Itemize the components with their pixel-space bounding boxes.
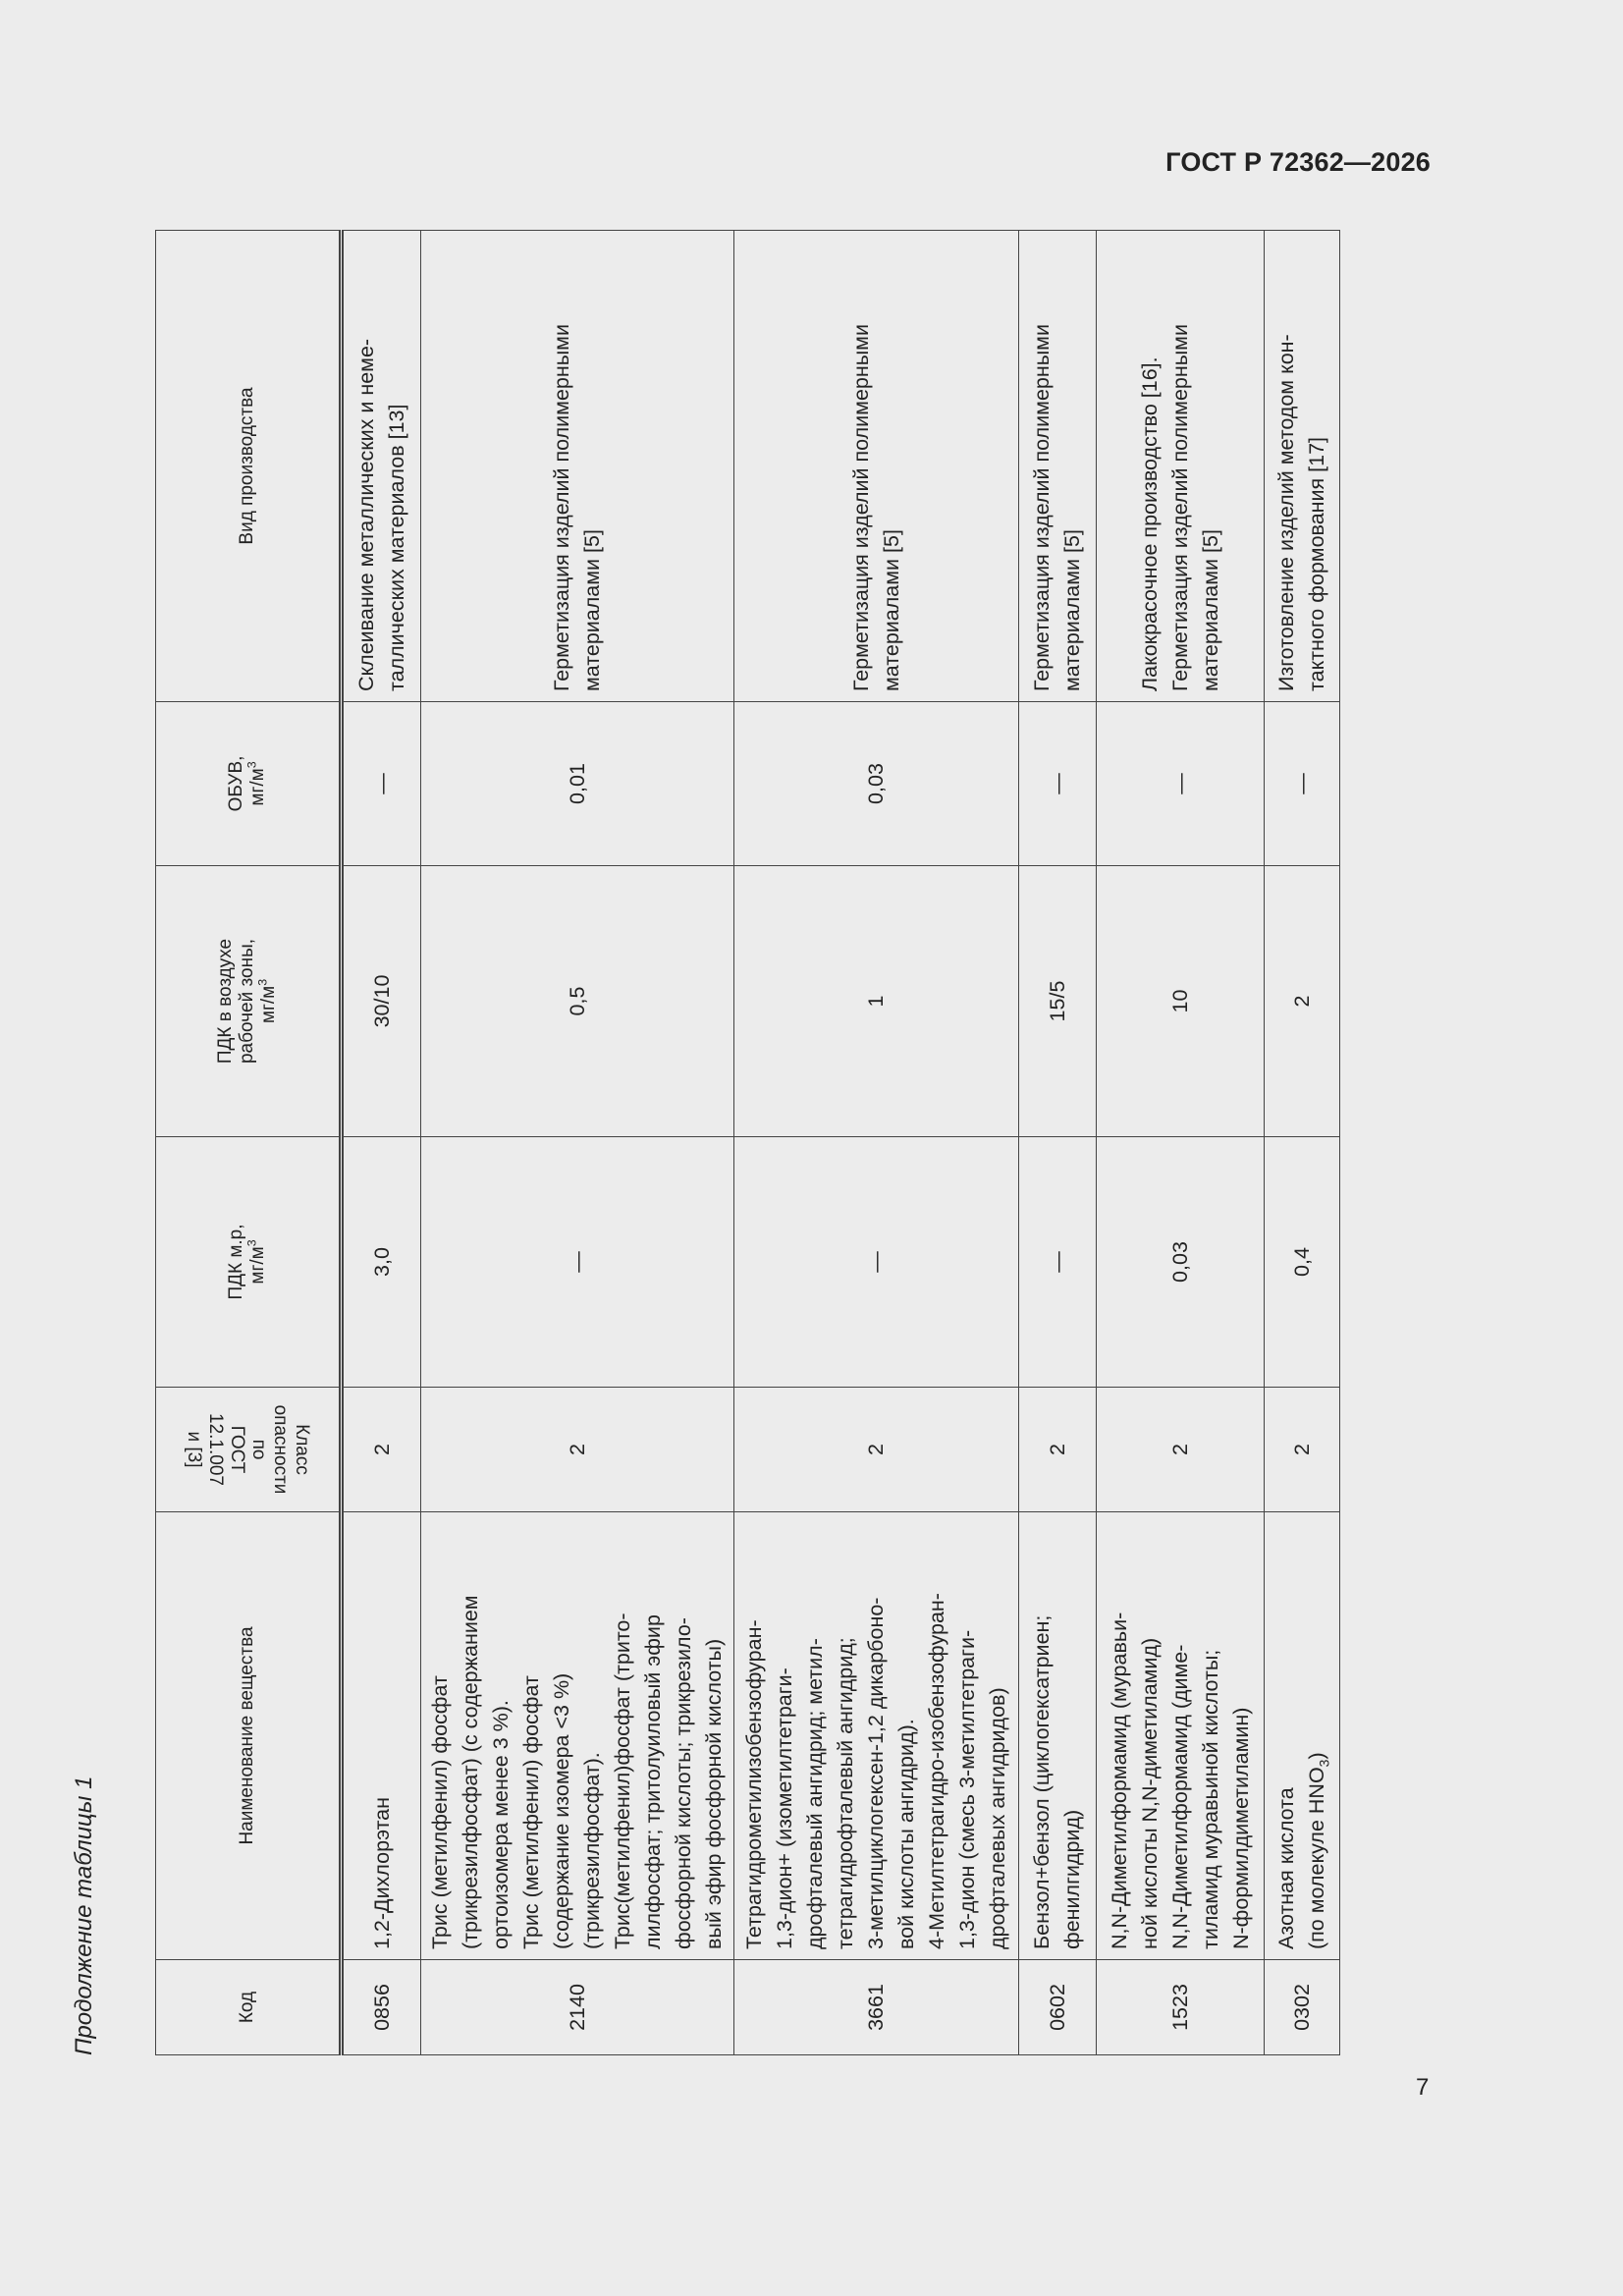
header-pdk-mr (156, 1137, 342, 1388)
table-row (1265, 231, 1340, 2055)
cell-name: Трис (метилфенил) фосфат (трикрезилфосфат) (с содержанием ортоизомера менее 3 %). Трис (метилфенил) фосфат (содержание изомера <3 %) (трикрезилфосфат). Трис(метилфенил)фосфат (трито- лилфосфат; тритолуиловый эфир фосфорной кислоты; трикрезило- вый эфир фосфорной кислоты) (421, 1512, 734, 1960)
header-obuv-unit: мг/м (247, 768, 268, 806)
cell-production: Герметизация изделий полимерными материалами [5] (1019, 231, 1097, 702)
cell-name: Тетрагидрометилизобензофуран- 1,3-дион+ (изометилтетраги- дрофталевый ангидрид; метил- тетрагидрофталевый ангидрид; 3-метилциклогексен-1,2 дикарбоно- вой кислоты ангидрид). 4-Метилтетрагидро-изобензофуран- 1,3-дион (смесь 3-метилтетраги- дрофталевых ангидридов) (734, 1512, 1019, 1960)
cell-hazard-class: 2 (421, 1388, 734, 1512)
header-hazard-class-text: Класс опасности по ГОСТ 12.1.007 и [3] (184, 1404, 312, 1495)
page-number: 7 (1416, 2074, 1430, 2101)
cell-hazard-class: 2 (734, 1388, 1019, 1512)
header-obuv (156, 702, 342, 866)
cell-pdk-wz: 0,5 (421, 866, 734, 1137)
header-code: Код (156, 1960, 342, 2055)
cell-pdk-mr: 0,03 (1097, 1137, 1265, 1388)
cell-pdk-wz: 2 (1265, 866, 1340, 1137)
table-header-row (156, 231, 342, 2055)
cell-hazard-class: 2 (342, 1388, 421, 1512)
cell-obuv: — (1019, 702, 1097, 866)
cell-hazard-class: 2 (1019, 1388, 1097, 1512)
table-row (1019, 231, 1097, 2055)
cell-pdk-wz: 10 (1097, 866, 1265, 1137)
cell-pdk-wz: 15/5 (1019, 866, 1097, 1137)
header-obuv-label: ОБУВ, (226, 755, 246, 812)
cell-obuv: 0,03 (734, 702, 1019, 866)
table-row (734, 231, 1019, 2055)
cell-code: 0856 (342, 1960, 421, 2055)
cell-code: 2140 (421, 1960, 734, 2055)
header-pdk-wz-label: ПДК в воздухе рабочей зоны, (215, 938, 257, 1065)
cell-name-subscript: 3 (1316, 1759, 1332, 1768)
cell-code: 3661 (734, 1960, 1019, 2055)
cell-code: 0302 (1265, 1960, 1340, 2055)
header-pdk-mr-unit-exp: 3 (244, 1239, 259, 1247)
cell-pdk-wz: 1 (734, 866, 1019, 1137)
header-name: Наименование вещества (156, 1512, 342, 1960)
header-pdk-wz (156, 866, 342, 1137)
table-caption: Продолжение таблицы 1 (71, 1776, 97, 2055)
cell-production: Изготовление изделий методом кон- тактного формования [17] (1265, 231, 1340, 702)
header-pdk-mr-label: ПДК м.р, (226, 1224, 246, 1300)
cell-code: 1523 (1097, 1960, 1265, 2055)
header-hazard-class (156, 1388, 342, 1512)
cell-pdk-wz: 30/10 (342, 866, 421, 1137)
table-row (421, 231, 734, 2055)
cell-name: Бензол+бензол (циклогексатриен; фенилгидрид) (1019, 1512, 1097, 1960)
header-pdk-mr-unit: мг/м (247, 1246, 268, 1285)
rotated-table-block (71, 231, 1340, 2055)
cell-production: Склеивание металлических и неме- таллических материалов [13] (342, 231, 421, 702)
cell-production: Герметизация изделий полимерными материалами [5] (734, 231, 1019, 702)
cell-obuv: — (342, 702, 421, 866)
cell-obuv: — (1097, 702, 1265, 866)
header-pdk-wz-unit-exp: 3 (255, 978, 270, 986)
cell-obuv: — (1265, 702, 1340, 866)
cell-pdk-mr: — (734, 1137, 1019, 1388)
cell-hazard-class: 2 (1265, 1388, 1340, 1512)
cell-hazard-class: 2 (1097, 1388, 1265, 1512)
cell-name: N,N-Диметилформамид (муравьи- ной кислоты N,N-диметиламид) N,N-Диметилформамид (диме- тиламид муравьиной кислоты; N-формилдиметиламин) (1097, 1512, 1265, 1960)
table-row (1097, 231, 1265, 2055)
cell-pdk-mr: — (1019, 1137, 1097, 1388)
cell-pdk-mr: 3,0 (342, 1137, 421, 1388)
cell-production: Лакокрасочное производство [16]. Герметизация изделий полимерными материалами [5] (1097, 231, 1265, 702)
table-row (342, 231, 421, 2055)
document-code: ГОСТ Р 72362—2026 (1165, 147, 1431, 177)
cell-name-text: Азотная кислота (по молекуле HNO (1274, 1767, 1328, 1949)
header-production: Вид производства (156, 231, 342, 702)
cell-name-tail: ) (1305, 1752, 1328, 1760)
cell-pdk-mr: 0,4 (1265, 1137, 1340, 1388)
cell-pdk-mr: — (421, 1137, 734, 1388)
header-obuv-unit-exp: 3 (244, 761, 259, 769)
header-pdk-wz-unit: мг/м (258, 985, 279, 1024)
cell-production: Герметизация изделий полимерными материалами [5] (421, 231, 734, 702)
cell-obuv: 0,01 (421, 702, 734, 866)
cell-name: 1,2-Дихлорэтан (342, 1512, 421, 1960)
substances-table (155, 230, 1340, 2055)
cell-code: 0602 (1019, 1960, 1097, 2055)
cell-name (1265, 1512, 1340, 1960)
